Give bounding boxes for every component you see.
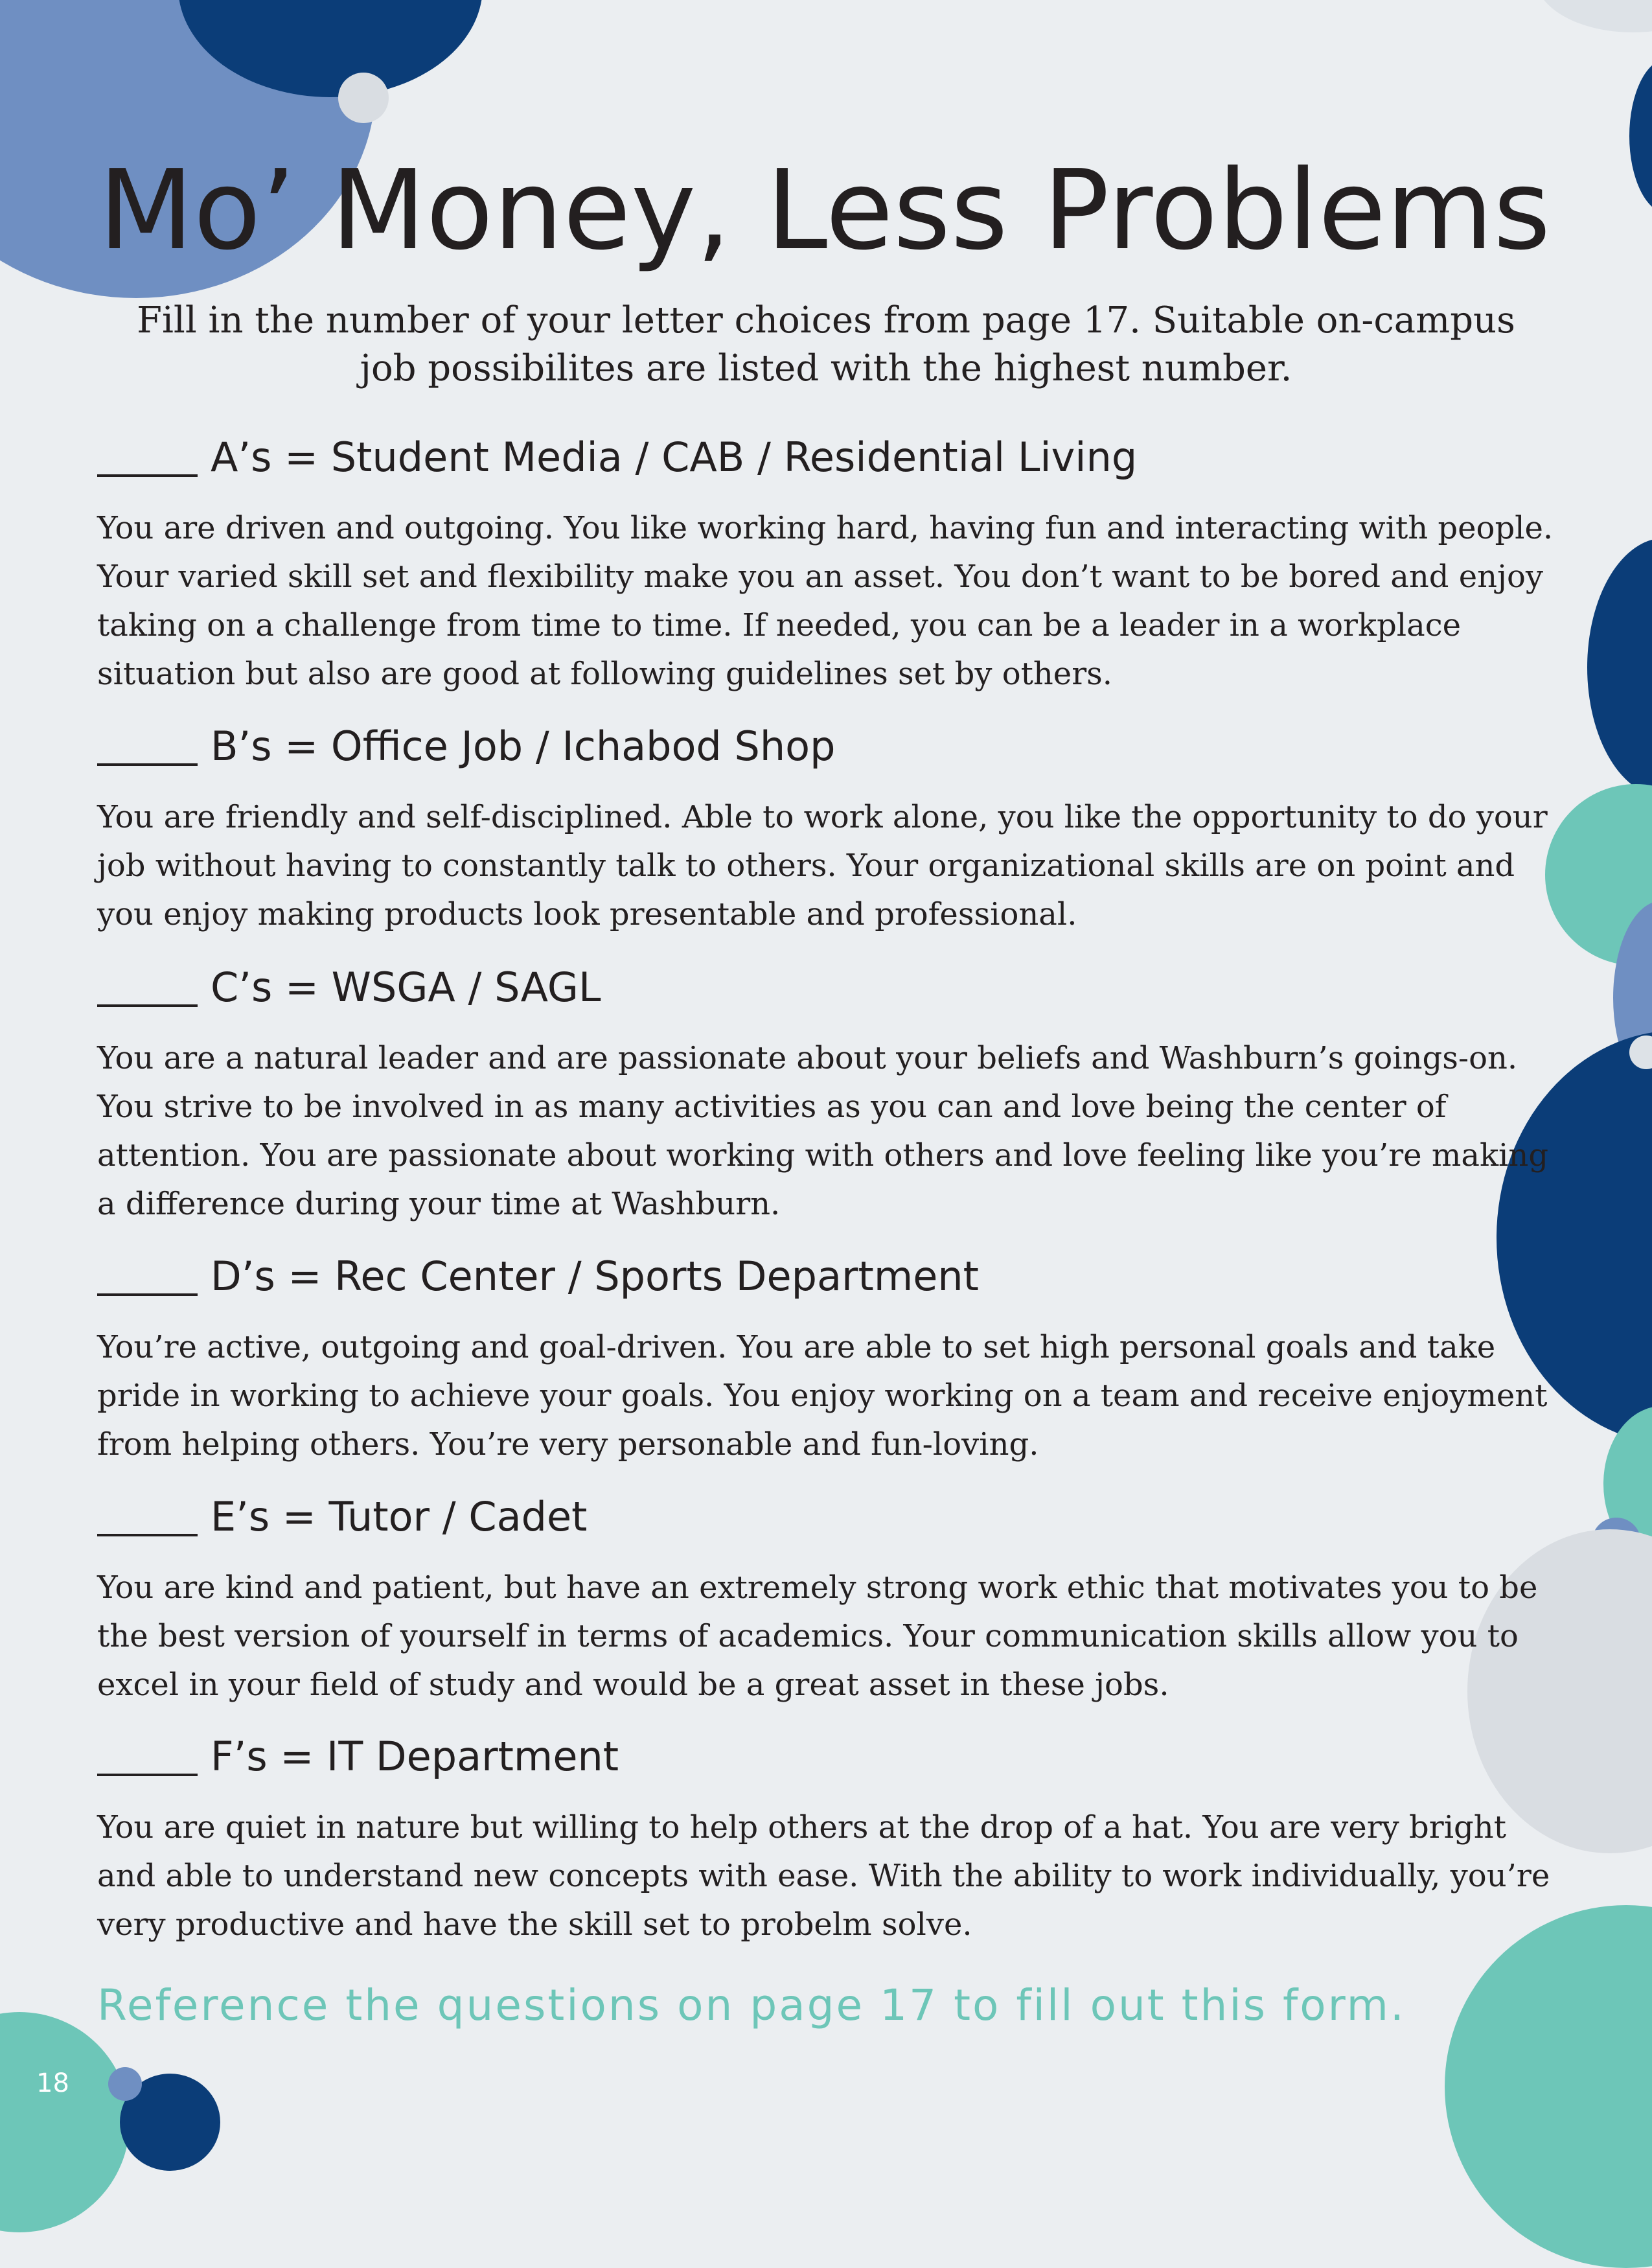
section-title: C’s = WSGA / SAGL: [211, 964, 601, 1011]
section-d: [97, 1251, 1568, 1469]
section-title: D’s = Rec Center / Sports Department: [211, 1253, 979, 1300]
section-description: You are quiet in nature but willing to help others at the drop of a hat. You are very bright and able to understand new concepts with ease. With the ability to work individually, you’re very productive and have the skill set to probelm solve.: [97, 1809, 1550, 1943]
decor-circle-top-right-grey: [1535, 0, 1652, 32]
section-e: [97, 1491, 1568, 1709]
section-title: E’s = Tutor / Cadet: [211, 1493, 588, 1540]
page-number: 18: [36, 2068, 69, 2098]
section-heading: [97, 1251, 1568, 1302]
score-blank-d[interactable]: [97, 1255, 198, 1296]
section-description: You are driven and outgoing. You like working hard, having fun and interacting with people. Your varied skill set and flexibility make you an asset. You don’t want to be bored and enjoy taking on a challenge from time to time. If needed, you can be a leader in a workplace situation but also are good at following guidelines set by others.: [97, 510, 1554, 692]
score-blank-e[interactable]: [97, 1495, 198, 1536]
section-title: A’s = Student Media / CAB / Residential Living: [211, 434, 1138, 481]
section-description: You’re active, outgoing and goal-driven. You are able to set high personal goals and take pride in working to achieve your goals. You enjoy working on a team and receive enjoyment from helping others. You’re very personable and fun-loving.: [97, 1329, 1548, 1463]
decor-circle-bottom-left-teal: [0, 2012, 130, 2232]
score-blank-a[interactable]: [97, 435, 198, 477]
decor-circle-top-right-navy: [1629, 58, 1652, 214]
score-blank-b[interactable]: [97, 724, 198, 766]
section-heading: [97, 1731, 1568, 1783]
section-b: [97, 721, 1568, 939]
score-blank-f[interactable]: [97, 1735, 198, 1776]
section-f: [97, 1731, 1568, 1949]
section-description: You are friendly and self-disciplined. Able to work alone, you like the opportunity to do your job without having to constantly talk to others. Your organizational skills are on point and you enjoy making products look presentable and professional.: [97, 799, 1548, 932]
section-c: [97, 962, 1568, 1229]
section-title: B’s = Office Job / Ichabod Shop: [211, 723, 836, 770]
page-title: Mo’ Money, Less Problems: [98, 146, 1551, 275]
section-heading: [97, 1491, 1568, 1543]
section-description: You are kind and patient, but have an extremely strong work ethic that motivates you to be the best version of yourself in terms of academics. Your communication skills allow you to excel in your field of study and would be a great asset in these jobs.: [97, 1569, 1538, 1703]
decor-circle-bottom-right-teal: [1445, 1905, 1652, 2268]
decor-dot-top-left: [338, 73, 389, 123]
section-description: You are a natural leader and are passionate about your beliefs and Washburn’s goings-on. You strive to be involved in as many activities as you can and love being the center of attention. You are passionate about working with others and love feeling like you’re making a difference during your time at Washburn.: [97, 1040, 1549, 1222]
score-blank-c[interactable]: [97, 966, 198, 1007]
section-heading: [97, 962, 1568, 1013]
decor-circle-right-navy-upper: [1587, 538, 1652, 797]
decor-dot-bottom-left: [108, 2067, 142, 2101]
section-heading: [97, 721, 1568, 772]
section-heading: [97, 432, 1568, 483]
section-a: [97, 432, 1568, 699]
footer-note: Reference the questions on page 17 to fill out this form.: [97, 1980, 1406, 2030]
section-title: F’s = IT Department: [211, 1733, 619, 1780]
instructions: Fill in the number of your letter choices from page 17. Suitable on-campus job possibilites are listed with the highest number.: [137, 299, 1515, 389]
